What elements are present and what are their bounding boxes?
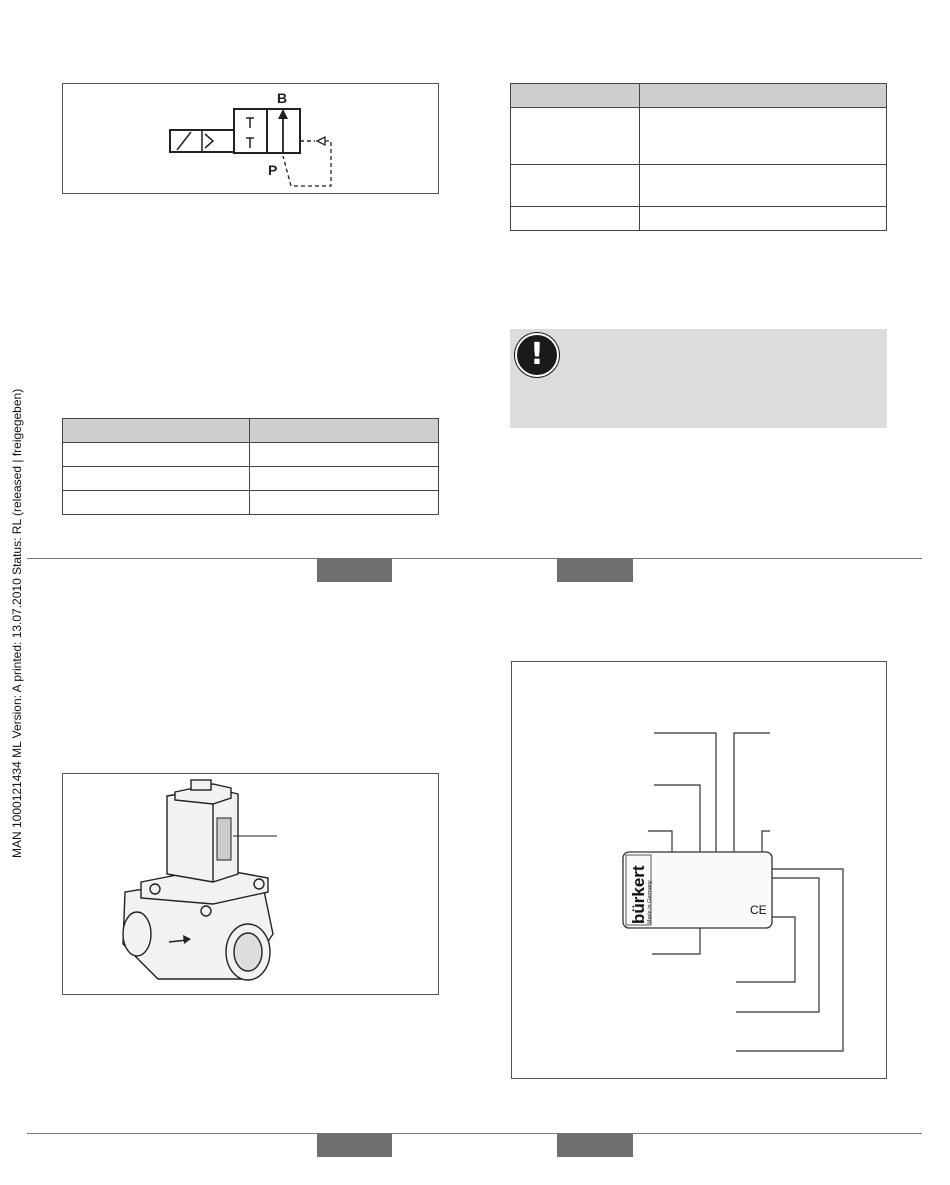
table-header-cell bbox=[640, 84, 887, 108]
table-cell bbox=[250, 467, 439, 491]
page-tab-left bbox=[317, 1133, 392, 1157]
page-tab-left bbox=[317, 558, 392, 582]
table-row bbox=[511, 207, 887, 231]
table-cell bbox=[511, 108, 640, 165]
made-in-text: Made in Germany bbox=[647, 880, 653, 924]
table-cell bbox=[511, 207, 640, 231]
table-cell bbox=[250, 443, 439, 467]
notice-box bbox=[510, 329, 887, 428]
table-cell bbox=[640, 207, 887, 231]
page-tab-right bbox=[557, 1133, 633, 1157]
table-cell bbox=[63, 491, 250, 515]
port-b-label: B bbox=[277, 90, 288, 106]
table-header-row bbox=[511, 84, 887, 108]
page-tab-right bbox=[557, 558, 633, 582]
valve-symbol-frame bbox=[62, 83, 439, 194]
table-cell bbox=[640, 108, 887, 165]
table-cell bbox=[511, 165, 640, 207]
table-header-cell bbox=[63, 419, 250, 443]
page-divider bbox=[27, 558, 922, 559]
table-cell bbox=[640, 165, 887, 207]
table-row bbox=[63, 467, 439, 491]
table-row bbox=[511, 108, 887, 165]
exclamation-icon: ! bbox=[515, 333, 559, 377]
top-right-table bbox=[510, 83, 887, 231]
valve-image-frame bbox=[62, 773, 439, 995]
table-cell bbox=[63, 443, 250, 467]
page-divider bbox=[27, 1133, 922, 1134]
brand-logo: bürkert bbox=[629, 865, 648, 924]
left-table bbox=[62, 418, 439, 515]
table-row bbox=[63, 443, 439, 467]
port-p-label: P bbox=[268, 162, 278, 178]
nameplate-frame bbox=[511, 661, 887, 1079]
table-row bbox=[511, 165, 887, 207]
table-row bbox=[63, 491, 439, 515]
table-header-row bbox=[63, 419, 439, 443]
table-header-cell bbox=[511, 84, 640, 108]
nameplate-diagram bbox=[512, 662, 886, 1078]
solenoid-valve-drawing bbox=[63, 774, 438, 994]
document-status-text: MAN 1000121434 ML Version: A printed: 13.07.2010 Status: RL (released | freigegeben) bbox=[10, 388, 24, 858]
table-header-cell bbox=[250, 419, 439, 443]
valve-circuit-symbol bbox=[63, 84, 438, 193]
ce-mark: CE bbox=[750, 903, 767, 917]
table-cell bbox=[63, 467, 250, 491]
table-cell bbox=[250, 491, 439, 515]
